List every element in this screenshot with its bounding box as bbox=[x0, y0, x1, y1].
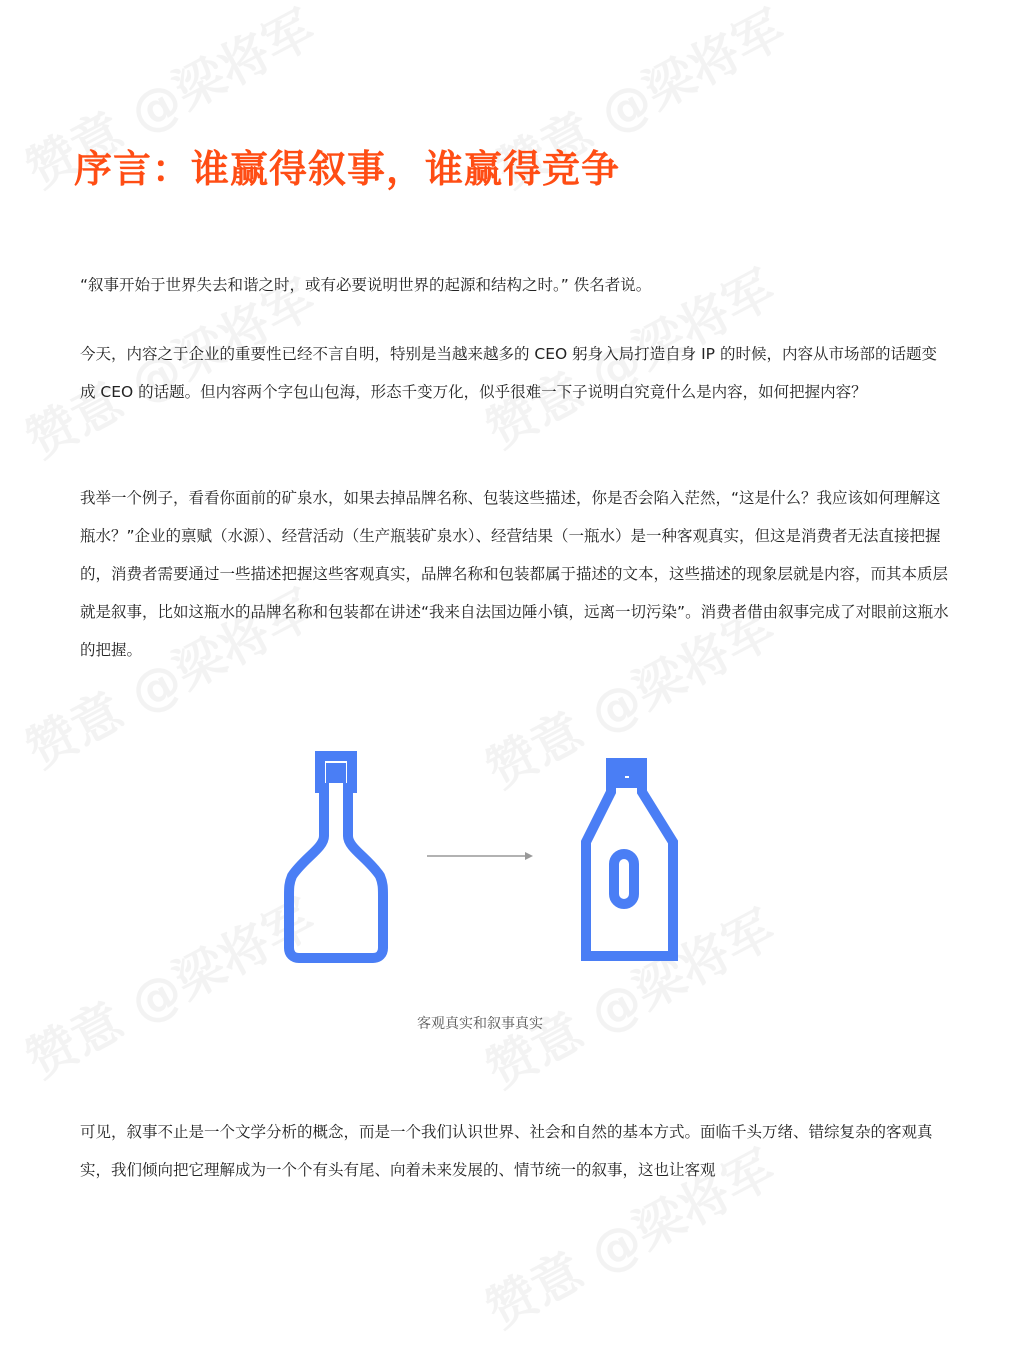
figure-svg bbox=[280, 748, 700, 968]
page-title: 序言：谁赢得叙事，谁赢得竞争 bbox=[74, 147, 621, 191]
labeled-bottle-icon bbox=[586, 763, 673, 956]
body-paragraph: 可见，叙事不止是一个文学分析的概念，而是一个我们认识世界、社会和自然的基本方式。面临千头万绪、错综复杂的客观真实，我们倾向把它理解成为一个个有头有尾、向着未来发展的、情节统一的叙事，这也让客观 bbox=[80, 1123, 933, 1179]
figure-caption: 客观真实和叙事真实 bbox=[417, 1016, 543, 1032]
bottle-figure bbox=[280, 748, 700, 968]
arrow-right-icon bbox=[427, 852, 533, 860]
bottle-outline-icon bbox=[289, 756, 383, 958]
body-paragraph: 我举一个例子，看看你面前的矿泉水，如果去掉品牌名称、包装这些描述，你是否会陷入茫然，“这是什么？我应该如何理解这瓶水？”企业的禀赋（水源）、经营活动（生产瓶装矿泉水）、经营结果（一瓶水）是一种客观真实，但这是消费者无法直接把握的，消费者需要通过一些描述把握这些客观真实，品牌名称和包装都属于描述的文本，这些描述的现象层就是内容，而其本质层就是叙事，比如这瓶水的品牌名称和包装都在讲述“我来自法国边陲小镇，远离一切污染”。消费者借由叙事完成了对眼前这瓶水的把握。 bbox=[80, 489, 949, 659]
quote-paragraph: “叙事开始于世界失去和谐之时，或有必要说明世界的起源和结构之时。” 佚名者说。 bbox=[80, 276, 652, 294]
body-paragraph: 今天，内容之于企业的重要性已经不言自明，特别是当越来越多的 CEO 躬身入局打造自身 IP 的时候，内容从市场部的话题变成 CEO 的话题。但内容两个字包山包海，形态千变万化，似乎很难一下子说明白究竟什么是内容，如何把握内容？ bbox=[80, 345, 937, 401]
